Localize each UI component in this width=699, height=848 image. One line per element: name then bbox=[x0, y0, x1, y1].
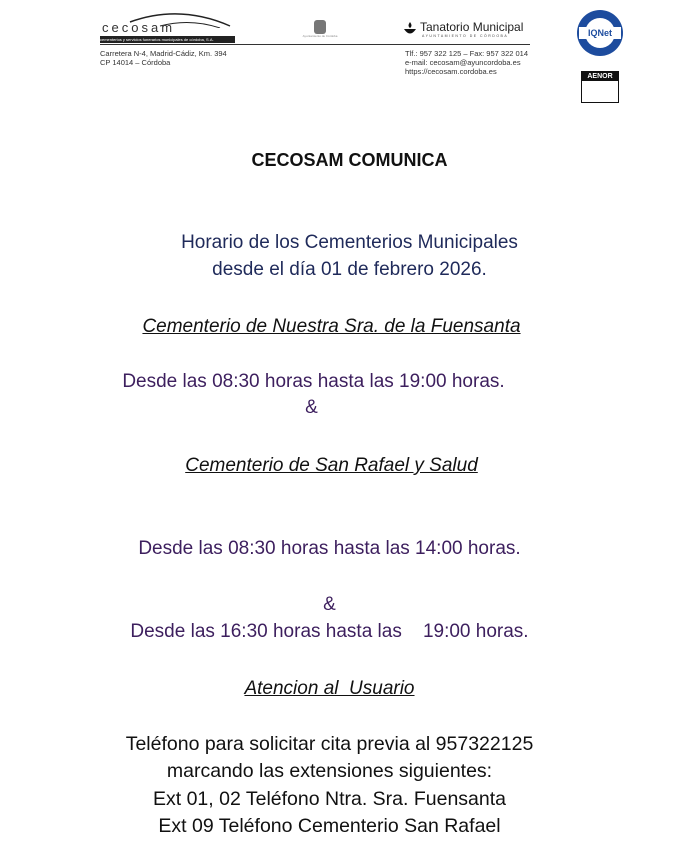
cemetery-2-name: Cementerio de San Rafael y Salud bbox=[185, 455, 478, 476]
attention-line-1: Teléfono para solicitar cita previa al 957322125 bbox=[125, 733, 534, 755]
cemetery-2-hours-morning: Desde las 08:30 horas hasta las 14:00 horas. bbox=[138, 538, 521, 559]
header-divider bbox=[100, 44, 530, 45]
attention-line-2: marcando las extensiones siguientes: bbox=[166, 760, 493, 782]
contact-block: Tlf.: 957 322 125 – Fax: 957 322 014 e-mail: cecosam@ayuncordoba.es https://cecosam.cordoba.es bbox=[405, 49, 529, 76]
attention-heading: Atencion al Usuario bbox=[244, 678, 415, 699]
city-hall-logo: Ayuntamiento de Córdoba bbox=[295, 20, 345, 38]
attention-line-3: Ext 01, 02 Teléfono Ntra. Sra. Fuensanta bbox=[152, 788, 507, 810]
subtitle-line-2: desde el día 01 de febrero 2026. bbox=[212, 259, 487, 280]
ampersand-2: & bbox=[323, 594, 336, 615]
cecosam-logo: cecosam cementerios y servicios funerarios municipales de córdoba, S.A. bbox=[100, 8, 235, 40]
cemetery-1-hours: Desde las 08:30 horas hasta las 19:00 horas. bbox=[122, 371, 505, 392]
cemetery-1-name: Cementerio de Nuestra Sra. de la Fuensanta bbox=[142, 316, 521, 337]
attention-line-4: Ext 09 Teléfono Cementerio San Rafael bbox=[158, 815, 501, 837]
cemetery-2-hours-afternoon: Desde las 16:30 horas hasta las 19:00 horas. bbox=[130, 621, 529, 642]
subtitle-line-1: Horario de los Cementerios Municipales bbox=[181, 232, 518, 253]
aenor-badge: AENOR bbox=[581, 71, 619, 103]
flame-bowl-icon bbox=[403, 22, 417, 34]
ampersand-1: & bbox=[305, 397, 318, 418]
document-page: cecosam cementerios y servicios funerarios municipales de córdoba, S.A. Ayuntamiento de Córdoba Tanatorio Municipal AYUNTAMIENTO DE CÓRDOBA Carretera N-4, Madrid-Cádiz, Km. 394 CP 14014 – Córdoba Tlf.: 957 322 125 – Fax: 957 322 014 e-mail: cecosam@ayuncordoba.es https://cecosam.cordoba.es IQNet AENOR CECOSAM COMUNICA Horario de los Cementerios Municipales desde el día 01 de febrero 2026. Cementerio de Nuestra Sra. de la Fuensanta Desde las 08:30 horas hasta las 19:00 horas. & Cementerio de San Rafael y Salud Desde las 08:30 horas hasta las 14:00 horas. & Desde las 16:30 horas hasta las 19:00 horas. Atencion al Usuario Teléfono para solicitar cita previa al 957322125 marcando las extensiones siguientes: Ext 01, 02 Teléfono Ntra. Sra. Fuensanta Ext 09 Teléfono Cementerio San Rafael bbox=[0, 0, 699, 848]
address-block: Carretera N-4, Madrid-Cádiz, Km. 394 CP 14014 – Córdoba bbox=[100, 49, 227, 67]
page-title: CECOSAM COMUNICA bbox=[251, 150, 448, 170]
iqnet-badge: IQNet bbox=[577, 10, 623, 56]
